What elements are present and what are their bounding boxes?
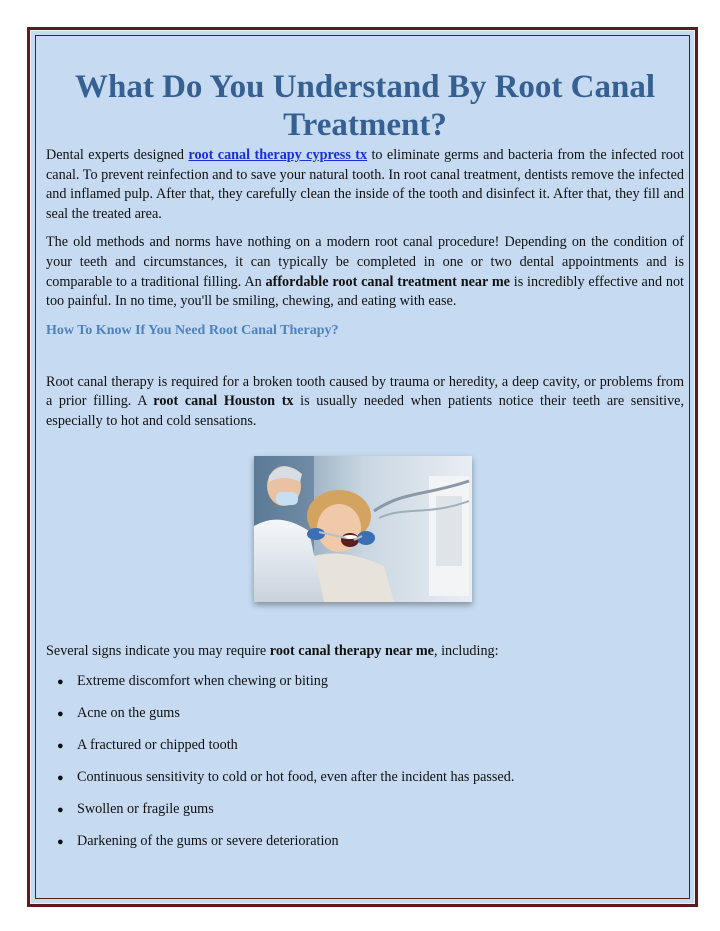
list-item-text: Acne on the gums bbox=[77, 704, 180, 721]
bullet-icon: ● bbox=[57, 772, 64, 785]
intro-text-start: Dental experts designed bbox=[46, 147, 189, 163]
list-item bbox=[46, 768, 684, 788]
root-canal-cypress-link[interactable]: root canal therapy cypress tx bbox=[188, 147, 368, 163]
list-item-text: Continuous sensitivity to cold or hot food, even after the incident has passed. bbox=[77, 769, 515, 786]
houston-keyword: root canal Houston tx bbox=[153, 393, 294, 410]
affordable-treatment-keyword: affordable root canal treatment near me bbox=[265, 273, 510, 290]
list-item-text: Darkening of the gums or severe deterioration bbox=[77, 833, 339, 850]
bullet-icon: ● bbox=[57, 675, 64, 688]
inner-border bbox=[35, 35, 690, 899]
list-item bbox=[46, 704, 684, 724]
bullet-icon: ● bbox=[57, 836, 64, 849]
requirement-paragraph bbox=[46, 373, 684, 432]
section-subheading: How To Know If You Need Root Canal Therapy? bbox=[46, 322, 339, 338]
modern-text-end: is incredibly effective and not too painful. In no time, you'll be smiling, chewing, and eating with ease. bbox=[46, 273, 684, 310]
list-item bbox=[46, 736, 684, 756]
signs-intro-end: , including: bbox=[433, 642, 499, 659]
list-item bbox=[46, 832, 684, 852]
signs-intro bbox=[46, 642, 684, 661]
modern-procedure-paragraph bbox=[46, 233, 684, 311]
page-title: What Do You Understand By Root Canal Treatment? bbox=[74, 69, 656, 143]
modern-text-start: The old methods and norms have nothing on a modern root canal procedure! Depending on the condition of your teeth and circumstances, it can typically be completed in one or two dental appointments and is comparable to a traditional filling. An bbox=[46, 234, 684, 290]
signs-intro-start: Several signs indicate you may require bbox=[46, 642, 270, 659]
list-item-text: Swollen or fragile gums bbox=[77, 801, 214, 818]
dental-photo-illustration bbox=[254, 456, 472, 602]
bullet-icon: ● bbox=[57, 707, 64, 720]
list-item bbox=[46, 672, 684, 692]
bullet-icon: ● bbox=[57, 739, 64, 752]
intro-text-end: to eliminate germs and bacteria from the infected root canal. To prevent reinfection and to save your natural tooth. In root canal treatment, dentists remove the infected and inflamed pulp. After that, they carefully clean the inside of the tooth and disinfect it. After that, they fill and seal the treated area. bbox=[46, 147, 684, 222]
list-item-text: A fractured or chipped tooth bbox=[77, 736, 238, 753]
requirement-text-start: Root canal therapy is required for a broken tooth caused by trauma or heredity, a deep cavity, or problems from a prior filling. A bbox=[46, 373, 684, 410]
intro-paragraph bbox=[46, 146, 684, 224]
page-background bbox=[30, 30, 695, 904]
list-item-text: Extreme discomfort when chewing or biting bbox=[77, 672, 328, 689]
therapy-near-me-keyword: root canal therapy near me bbox=[269, 642, 434, 659]
dental-patient-photo bbox=[254, 456, 472, 602]
list-item bbox=[46, 800, 684, 820]
bullet-icon: ● bbox=[57, 804, 64, 817]
page-border bbox=[27, 27, 698, 907]
signs-list bbox=[46, 672, 684, 853]
article-content bbox=[46, 68, 684, 865]
requirement-text-end: is usually needed when patients notice their teeth are sensitive, especially to hot and cold sensations. bbox=[46, 393, 685, 429]
